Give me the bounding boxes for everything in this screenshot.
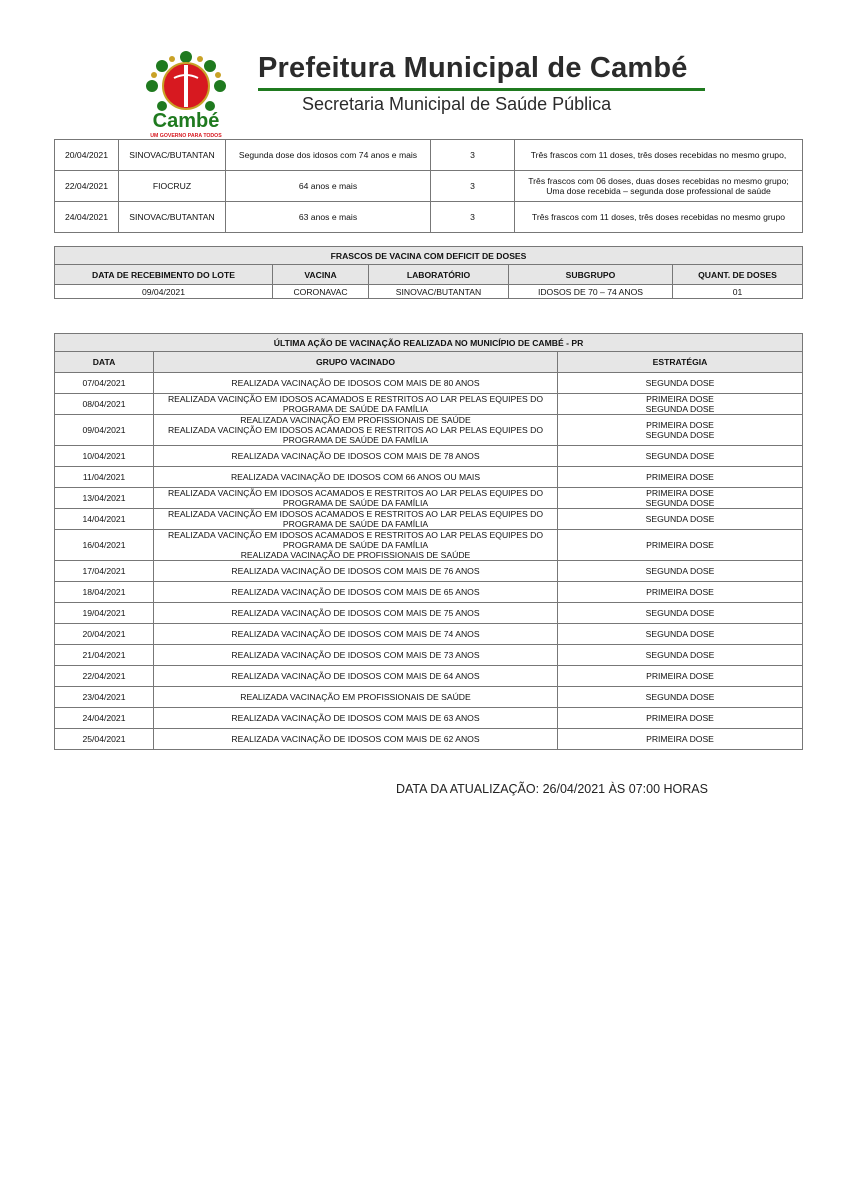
action-group-line: PROGRAMA DE SAÚDE DA FAMÍLIA — [282, 540, 429, 550]
action-group-line: REALIZADA VACINÇÃO EM IDOSOS ACAMADOS E RESTRITOS AO LAR PELAS EQUIPES DO — [167, 509, 544, 519]
deficit-column-header: LABORATÓRIO — [369, 265, 509, 285]
deficit-cell: 01 — [673, 285, 803, 299]
table-row — [55, 446, 803, 467]
action-group — [154, 582, 558, 603]
table-row — [55, 708, 803, 729]
action-date: 16/04/2021 — [55, 530, 154, 561]
actions-table-title: ÚLTIMA AÇÃO DE VACINAÇÃO REALIZADA NO MUNICÍPIO DE CAMBÉ - PR — [55, 334, 803, 352]
receipt-lab: SINOVAC/BUTANTAN — [119, 202, 226, 233]
action-date: 19/04/2021 — [55, 603, 154, 624]
table-row — [55, 624, 803, 645]
action-strategy — [558, 603, 803, 624]
action-date: 18/04/2021 — [55, 582, 154, 603]
receipt-note — [515, 140, 803, 171]
action-group — [154, 603, 558, 624]
action-strategy — [558, 645, 803, 666]
table-row — [55, 394, 803, 415]
table-row — [55, 530, 803, 561]
action-date: 24/04/2021 — [55, 708, 154, 729]
action-strategy — [558, 624, 803, 645]
action-group — [154, 394, 558, 415]
vaccine-receipt-table — [54, 139, 803, 233]
receipt-qty: 3 — [431, 171, 515, 202]
action-group-line: REALIZADA VACINAÇÃO EM PROFISSIONAIS DE SAÚDE — [240, 415, 471, 425]
action-date: 23/04/2021 — [55, 687, 154, 708]
action-strategy-line: SEGUNDA DOSE — [645, 498, 715, 508]
action-group-line: REALIZADA VACINAÇÃO DE IDOSOS COM MAIS DE 62 ANOS — [231, 734, 480, 744]
action-strategy-line: SEGUNDA DOSE — [645, 566, 715, 576]
action-group-line: PROGRAMA DE SAÚDE DA FAMÍLIA — [282, 435, 429, 445]
action-strategy-line: PRIMEIRA DOSE — [646, 488, 714, 498]
action-strategy — [558, 394, 803, 415]
action-group — [154, 509, 558, 530]
action-group-line: REALIZADA VACINÇÃO EM IDOSOS ACAMADOS E RESTRITOS AO LAR PELAS EQUIPES DO — [167, 488, 544, 498]
logo-name: Cambé — [152, 110, 220, 132]
action-strategy-line: SEGUNDA DOSE — [645, 650, 715, 660]
table-row — [55, 488, 803, 509]
action-strategy-line: SEGUNDA DOSE — [645, 608, 715, 618]
action-date: 08/04/2021 — [55, 394, 154, 415]
action-group-line: REALIZADA VACINAÇÃO DE IDOSOS COM MAIS DE 75 ANOS — [231, 608, 480, 618]
action-group — [154, 373, 558, 394]
action-strategy — [558, 729, 803, 750]
action-group-line: REALIZADA VACINAÇÃO DE IDOSOS COM MAIS DE 73 ANOS — [231, 650, 480, 660]
table-row — [55, 285, 803, 299]
vaccination-actions-table — [54, 333, 803, 750]
receipt-lab: SINOVAC/BUTANTAN — [119, 140, 226, 171]
receipt-note — [515, 202, 803, 233]
action-group-line: REALIZADA VACINAÇÃO DE IDOSOS COM MAIS DE 64 ANOS — [231, 671, 480, 681]
action-strategy — [558, 446, 803, 467]
deficit-cell: CORONAVAC — [273, 285, 369, 299]
action-group — [154, 561, 558, 582]
action-date: 17/04/2021 — [55, 561, 154, 582]
action-strategy-line: SEGUNDA DOSE — [645, 692, 715, 702]
deficit-cell: SINOVAC/BUTANTAN — [369, 285, 509, 299]
action-strategy — [558, 708, 803, 729]
table-row — [55, 687, 803, 708]
receipt-date: 22/04/2021 — [55, 171, 119, 202]
action-group-line: REALIZADA VACINAÇÃO DE IDOSOS COM 66 ANOS OU MAIS — [230, 472, 481, 482]
action-strategy-line: PRIMEIRA DOSE — [646, 713, 714, 723]
receipt-note-line: Três frascos com 11 doses, três doses recebidas no mesmo grupo, — [530, 150, 787, 160]
action-group-line: REALIZADA VACINAÇÃO DE IDOSOS COM MAIS DE 80 ANOS — [231, 378, 480, 388]
table-row — [55, 202, 803, 233]
action-strategy-line: PRIMEIRA DOSE — [646, 734, 714, 744]
table-row — [55, 666, 803, 687]
action-date: 22/04/2021 — [55, 666, 154, 687]
action-strategy — [558, 561, 803, 582]
action-strategy-line: SEGUNDA DOSE — [645, 629, 715, 639]
action-strategy-line: SEGUNDA DOSE — [645, 451, 715, 461]
action-strategy-line: SEGUNDA DOSE — [645, 378, 715, 388]
receipt-group: 64 anos e mais — [226, 171, 431, 202]
action-strategy-line: PRIMEIRA DOSE — [646, 540, 714, 550]
action-group — [154, 729, 558, 750]
action-group-line: REALIZADA VACINÇÃO EM IDOSOS ACAMADOS E RESTRITOS AO LAR PELAS EQUIPES DO — [167, 425, 544, 435]
action-group-line: REALIZADA VACINÇÃO EM IDOSOS ACAMADOS E RESTRITOS AO LAR PELAS EQUIPES DO — [167, 530, 544, 540]
action-strategy-line: PRIMEIRA DOSE — [646, 472, 714, 482]
table-row — [55, 561, 803, 582]
table-row — [55, 729, 803, 750]
table-row — [55, 171, 803, 202]
action-strategy-line: PRIMEIRA DOSE — [646, 671, 714, 681]
receipt-group: 63 anos e mais — [226, 202, 431, 233]
deficit-column-header: DATA DE RECEBIMENTO DO LOTE — [55, 265, 273, 285]
action-group — [154, 687, 558, 708]
action-group-line: REALIZADA VACINAÇÃO DE IDOSOS COM MAIS DE 78 ANOS — [231, 451, 480, 461]
actions-column-header: GRUPO VACINADO — [154, 352, 558, 373]
deficit-column-header: SUBGRUPO — [509, 265, 673, 285]
action-strategy-line: SEGUNDA DOSE — [645, 404, 715, 414]
deficit-cell: IDOSOS DE 70 – 74 ANOS — [509, 285, 673, 299]
receipt-note-line: Três frascos com 06 doses, duas doses recebidas no mesmo grupo; — [528, 176, 789, 186]
header-divider — [258, 88, 705, 91]
action-strategy — [558, 467, 803, 488]
action-date: 14/04/2021 — [55, 509, 154, 530]
action-date: 11/04/2021 — [55, 467, 154, 488]
action-strategy — [558, 415, 803, 446]
action-strategy-line: PRIMEIRA DOSE — [646, 394, 714, 404]
action-group-line: REALIZADA VACINAÇÃO DE IDOSOS COM MAIS DE 74 ANOS — [231, 629, 480, 639]
receipt-date: 24/04/2021 — [55, 202, 119, 233]
action-strategy-line: SEGUNDA DOSE — [645, 514, 715, 524]
receipt-group: Segunda dose dos idosos com 74 anos e mais — [226, 140, 431, 171]
action-group-line: REALIZADA VACINAÇÃO EM PROFISSIONAIS DE SAÚDE — [240, 692, 471, 702]
action-group-line: PROGRAMA DE SAÚDE DA FAMÍLIA — [282, 404, 429, 414]
action-strategy — [558, 488, 803, 509]
action-strategy — [558, 509, 803, 530]
receipt-note — [515, 171, 803, 202]
action-group-line: REALIZADA VACINAÇÃO DE IDOSOS COM MAIS DE 76 ANOS — [231, 566, 480, 576]
action-group — [154, 530, 558, 561]
action-strategy-line: PRIMEIRA DOSE — [646, 587, 714, 597]
action-group — [154, 446, 558, 467]
receipt-note-line: Uma dose recebida – segunda dose professional de saúde — [546, 186, 771, 196]
deficit-table — [54, 246, 803, 299]
receipt-note-line: Três frascos com 11 doses, três doses recebidas no mesmo grupo — [531, 212, 786, 222]
action-strategy-line: SEGUNDA DOSE — [645, 430, 715, 440]
deficit-table-title: FRASCOS DE VACINA COM DEFICIT DE DOSES — [55, 247, 803, 265]
action-group — [154, 645, 558, 666]
header-title: Prefeitura Municipal de Cambé — [258, 52, 688, 84]
actions-column-header: DATA — [55, 352, 154, 373]
action-group-line: PROGRAMA DE SAÚDE DA FAMÍLIA — [282, 498, 429, 508]
table-row — [55, 509, 803, 530]
action-date: 10/04/2021 — [55, 446, 154, 467]
receipt-date: 20/04/2021 — [55, 140, 119, 171]
action-group-line: REALIZADA VACINAÇÃO DE IDOSOS COM MAIS DE 65 ANOS — [231, 587, 480, 597]
action-strategy — [558, 582, 803, 603]
table-row — [55, 645, 803, 666]
receipt-qty: 3 — [431, 202, 515, 233]
action-date: 25/04/2021 — [55, 729, 154, 750]
action-group — [154, 708, 558, 729]
header-subtitle: Secretaria Municipal de Saúde Pública — [302, 94, 612, 114]
action-strategy — [558, 373, 803, 394]
action-date: 09/04/2021 — [55, 415, 154, 446]
action-group — [154, 415, 558, 446]
deficit-column-header: QUANT. DE DOSES — [673, 265, 803, 285]
table-row — [55, 140, 803, 171]
action-date: 20/04/2021 — [55, 624, 154, 645]
table-row — [55, 467, 803, 488]
action-strategy — [558, 687, 803, 708]
action-group — [154, 624, 558, 645]
action-strategy-line: PRIMEIRA DOSE — [646, 420, 714, 430]
update-timestamp: DATA DA ATUALIZAÇÃO: 26/04/2021 ÀS 07:00 HORAS — [396, 782, 708, 796]
actions-column-header: ESTRATÉGIA — [558, 352, 803, 373]
receipt-lab: FIOCRUZ — [119, 171, 226, 202]
table-row — [55, 603, 803, 624]
action-group — [154, 488, 558, 509]
cambe-logo — [140, 48, 232, 140]
action-strategy — [558, 530, 803, 561]
action-date: 13/04/2021 — [55, 488, 154, 509]
action-group-line: REALIZADA VACINÇÃO EM IDOSOS ACAMADOS E RESTRITOS AO LAR PELAS EQUIPES DO — [167, 394, 544, 404]
action-group — [154, 666, 558, 687]
action-strategy — [558, 666, 803, 687]
action-group-line: PROGRAMA DE SAÚDE DA FAMÍLIA — [282, 519, 429, 529]
action-group — [154, 467, 558, 488]
action-group-line: REALIZADA VACINAÇÃO DE IDOSOS COM MAIS DE 63 ANOS — [231, 713, 480, 723]
action-date: 21/04/2021 — [55, 645, 154, 666]
logo-slogan: UM GOVERNO PARA TODOS — [150, 133, 222, 139]
action-date: 07/04/2021 — [55, 373, 154, 394]
receipt-qty: 3 — [431, 140, 515, 171]
deficit-column-header: VACINA — [273, 265, 369, 285]
action-group-line: REALIZADA VACINAÇÃO DE PROFISSIONAIS DE SAÚDE — [240, 550, 471, 560]
deficit-cell: 09/04/2021 — [55, 285, 273, 299]
table-row — [55, 582, 803, 603]
table-row — [55, 415, 803, 446]
table-row — [55, 373, 803, 394]
